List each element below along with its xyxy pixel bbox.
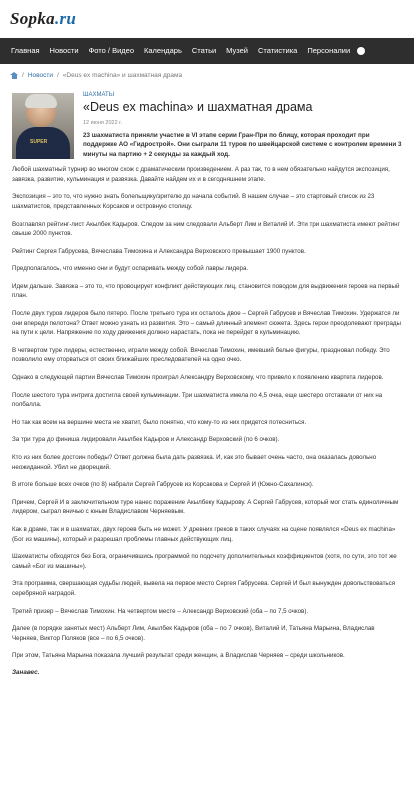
article-paragraph: Рейтинг Сергея Габрусева, Вячеслава Тимохина и Александра Верховского превышает 1900 пунктов. [12,247,306,255]
logo-text: Sopka [10,9,55,28]
article-paragraph: Экспозиция – это то, что нужно знать болельщику/зрителю до начала событий. В нашем случае – это стартовый список из 23 шахматистов, представленных Корсаков и островную столицу. [12,193,375,210]
breadcrumb-news-link[interactable]: Новости [27,72,53,79]
article-paragraph: Предполагалось, что именно они и будут оспаривать между собой лавры лидера. [12,265,249,273]
article-signature: Занавес. [12,669,40,677]
nav-item-photo-video[interactable]: Фото / Видео [88,46,134,55]
nav-item-statistics[interactable]: Статистика [257,46,298,55]
article-category[interactable]: ШАХМАТЫ [83,92,115,98]
article-paragraph: В итоге больше всех очков (по 8) набрали Сергей Габрусев из Корсакова и Сергей И (Южно-Сахалинск). [12,481,314,489]
article-paragraph: За три тура до финиша лидировали Акылбек Кадыров и Александр Верховский (по 6 очков). [12,436,280,444]
nav-item-news[interactable]: Новости [49,46,79,55]
article-title: «Deus ex machina» и шахматная драма [83,100,313,114]
article-paragraph: Причем, Сергей И в заключительном туре нанес поражение Акылбеку Кадырову. А Сергей Габрусев, который мог стать единоличным лидером, сыграл вничью с юным Владиславом Черняевым. [12,499,399,516]
article-paragraph: Кто из них более достоин победы? Ответ должна была дать развязка. И, как это бывает очень часто, она оказалась довольно неожиданной. Убил не дворецкий. [12,454,377,471]
article-paragraph: При этом, Татьяна Марьина показала лучший результат среди женщин, а Владислав Черняев – среди школьников. [12,652,345,660]
site-header [0,0,414,38]
article-lead: 23 шахматиста приняли участие в VI этапе серии Гран-При по блицу, которая проходит при поддержке АО «Гидрострой». Они сыграли 11 туров по швейцарской системе с контролем времени 3 минуты на партию + 2 секунды за каждый ход. [83,132,402,158]
article-paragraph: Идем дальше. Завязка – это то, что провоцирует конфликт действующих лиц, становится поводом для выдвижения героев на первый план. [12,283,400,300]
breadcrumb-separator: / [22,72,24,79]
nav-item-home[interactable]: Главная [11,46,40,55]
article-paragraph: Любой шахматный турнир во многом схож с драматическим произведением. А раз так, то в нем обязательно найдутся экспозиция, завязка, развитие, кульминация и развязка. Давайте найдем их и в сегодняшнем этапе. [12,166,390,183]
nav-item-articles[interactable]: Статьи [191,46,217,55]
main-nav [0,38,414,64]
article-paragraph: Далее (в порядке занятых мест) Альберт Лим, Акылбек Кадыров (оба – по 7 очков), Виталий И, Татьяна Марьина, Владислав Черняев, Виктор Поляков (все – по 6,5 очков). [12,625,375,642]
article-paragraph: Третий призер – Вячеслав Тимохин. На четвертом месте – Александр Верховский (оба – по 7,5 очков). [12,607,309,615]
breadcrumb [0,64,414,85]
home-icon[interactable] [10,72,18,79]
article-paragraph: Шахматисты обходятся без Бога, ограничившись программой по подсчету дополнительных коэффициентов (хотя, по сути, это тот же самый «Бог из машины»). [12,553,397,570]
breadcrumb-current: «Deus ex machina» и шахматная драма [62,72,183,79]
article-header [0,85,414,159]
article-paragraph: Возглавлял рейтинг-лист Акылбек Кадыров. Следом за ним следовали Альберт Лим и Виталий И. Эти три шахматиста имеют рейтинг свыше 2000 пунктов. [12,220,400,237]
nav-item-museum[interactable]: Музей [226,46,248,55]
article-paragraph: Но так как всем на вершине места не хватит, было понятно, что кому-то из них придется потесниться. [12,418,307,426]
article-paragraph: После двух туров лидеров было пятеро. После третьего тура их осталось двое – Сергей Габрусев и Вячеслав Тимохин. Удержатся ли они впереди пелотона? Ответ можно узнать из развития. Это – самый длинный элемент сюжета. Здесь герои преодолевают преграды на пути к цели. Напряжение по ходу движения должно нарастать, пока не перейдет в кульминацию. [12,310,401,336]
article-paragraph: Однако в следующей партии Вячеслав Тимохин проиграл Александру Верховскому, что привело к появлению квартета лидеров. [12,373,384,381]
article-paragraph: Эта программа, свершающая судьбы людей, вывела на первое место Сергея Габрусева. Сергей И был вынужден довольствоваться серебряной наградой. [12,580,396,597]
site-logo[interactable] [10,9,76,29]
nav-item-persons[interactable]: Персоналии [307,46,351,55]
nav-item-calendar[interactable]: Календарь [144,46,182,55]
article-date: 12 июня 2022 г. [83,120,123,126]
logo-accent: .ru [54,9,77,28]
article-body [0,159,414,676]
article-paragraph: Как в драме, так и в шахматах, двух героев быть не может. У древних греков в таких случаях на сцене появлялся «Deus ex machina» (Бог из машины), который и разрешал проблемы главных действующих лиц. [12,526,396,543]
breadcrumb-separator: / [56,72,59,79]
article-paragraph: После шестого тура интрига достигла своей кульминации. Три шахматиста имела по 4,5 очка, еще шестеро отставали от них на полбалла. [12,391,383,408]
article-photo: SUPER [12,93,74,159]
article-paragraph: В четвертом туре лидеры, естественно, играли между собой. Вячеслав Тимохин, имевший белые фигуры, праздновал победу. Это позволило ему оторваться от своих ближайших преследователей на одно очко. [12,346,390,363]
user-icon[interactable] [357,47,365,55]
